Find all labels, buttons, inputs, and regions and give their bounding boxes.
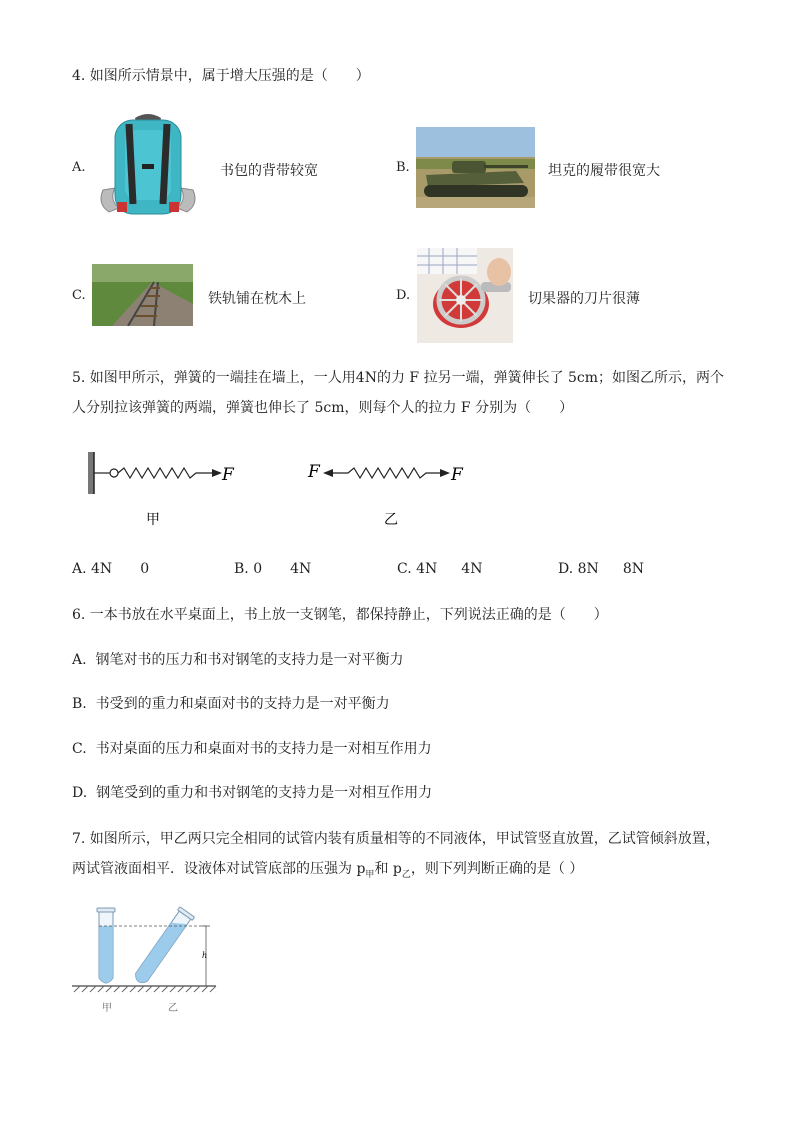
q7-sub-yi: 乙 xyxy=(401,869,411,880)
q6-option-b-letter: B. xyxy=(72,696,87,712)
q6-option-a xyxy=(72,650,403,670)
q5-option-b-letter: B. xyxy=(234,561,249,577)
spring-left xyxy=(118,468,212,478)
force-arrow-left-yi xyxy=(323,469,333,477)
tube-label-jia: 甲 xyxy=(102,1003,112,1014)
liquid-yi xyxy=(133,916,187,985)
q6-option-a-letter: A. xyxy=(72,652,87,668)
q5-option-d xyxy=(558,561,644,577)
force-arrow-right-yi xyxy=(440,469,450,477)
q5-option-a-v2: 0 xyxy=(140,561,150,577)
q6-option-d-letter: D. xyxy=(72,785,88,801)
force-arrow-right-jia xyxy=(212,469,222,477)
height-label: h xyxy=(202,951,208,960)
q4-option-b-text: 坦克的履带很宽大 xyxy=(548,163,660,179)
q6-option-c-text: 书对桌面的压力和桌面对书的支持力是一对相互作用力 xyxy=(95,741,432,757)
q5-option-d-v2: 8N xyxy=(622,561,644,577)
q4-option-c-letter: C. xyxy=(72,288,86,303)
caption-yi: 乙 xyxy=(384,512,398,528)
tube-label-yi: 乙 xyxy=(168,1003,178,1014)
backpack-photo xyxy=(95,112,201,220)
spring-right xyxy=(333,468,440,478)
q4-option-a-text: 书包的背带较宽 xyxy=(220,163,318,179)
q6-option-a-text: 钢笔对书的压力和书对钢笔的支持力是一对平衡力 xyxy=(95,652,404,668)
spring-figure xyxy=(80,444,480,540)
q4-option-d-text: 切果器的刀片很薄 xyxy=(528,291,640,307)
q4-option-b-letter: B. xyxy=(396,160,410,175)
test-tube-figure xyxy=(70,900,250,1020)
q5-option-d-letter: D. xyxy=(558,561,574,577)
q5-option-a-v1: 4N xyxy=(91,561,113,577)
q5-option-d-v1: 8N xyxy=(577,561,599,577)
q5-option-c-v1: 4N xyxy=(416,561,438,577)
q5-option-b xyxy=(234,561,311,577)
force-label-jia: F xyxy=(222,465,234,485)
q7-stem-line1: 7. 如图所示，甲乙两只完全相同的试管内装有质量相等的不同液体，甲试管竖直放置，乙试管倾斜放置， xyxy=(72,831,720,847)
force-label-yi-right: F xyxy=(451,465,463,485)
tube-jia-rim xyxy=(97,908,115,912)
q6-option-d-text: 钢笔受到的重力和书对钢笔的支持力是一对相互作用力 xyxy=(96,785,433,801)
q5-stem-line1: 5. 如图甲所示，弹簧的一端挂在墙上，一人用4N的力 F 拉另一端，弹簧伸长了 5cm；如图乙所示，两个 xyxy=(72,370,725,386)
q6-option-b-text: 书受到的重力和桌面对书的支持力是一对平衡力 xyxy=(95,696,390,712)
q7-stem-part-c: ，则下列判断正确的是（ ） xyxy=(410,861,584,877)
q4-stem: 4. 如图所示情景中，属于增大压强的是（ ） xyxy=(72,68,370,84)
q5-option-a xyxy=(72,561,149,577)
q5-option-c xyxy=(397,561,482,577)
q7-stem-part-b: 和 p xyxy=(374,861,402,877)
q7-sub-jia: 甲 xyxy=(365,869,375,880)
q5-stem-line2: 人分别拉该弹簧的两端，弹簧也伸长了 5cm，则每个人的拉力 F 分别为（ ） xyxy=(72,400,574,416)
q6-option-c-letter: C. xyxy=(72,741,87,757)
q5-option-b-v2: 4N xyxy=(290,561,312,577)
q4-option-a-letter: A. xyxy=(72,160,86,175)
q5-option-a-letter: A. xyxy=(72,561,87,577)
railway-photo xyxy=(92,264,193,326)
q6-option-b xyxy=(72,694,390,714)
q5-option-c-v2: 4N xyxy=(461,561,483,577)
force-label-yi-left: F xyxy=(308,462,320,482)
q6-option-c xyxy=(72,739,432,759)
apple-slicer-photo xyxy=(417,248,513,343)
liquid-jia xyxy=(99,926,113,983)
wall-hatch xyxy=(88,452,94,494)
hook-ring xyxy=(110,469,118,477)
q4-option-d-letter: D. xyxy=(396,288,411,303)
q5-option-b-v1: 0 xyxy=(253,561,263,577)
q7-stem-part-a: 两试管液面相平．设液体对试管底部的压强为 p xyxy=(72,861,366,877)
tank-photo xyxy=(416,127,535,208)
q6-option-d xyxy=(72,783,432,803)
q6-stem: 6. 一本书放在水平桌面上，书上放一支钢笔，都保持静止，下列说法正确的是（ ） xyxy=(72,607,608,623)
q5-option-c-letter: C. xyxy=(397,561,412,577)
q7-stem-line2 xyxy=(72,859,583,885)
caption-jia: 甲 xyxy=(146,512,160,528)
q4-option-c-text: 铁轨铺在枕木上 xyxy=(208,291,306,307)
